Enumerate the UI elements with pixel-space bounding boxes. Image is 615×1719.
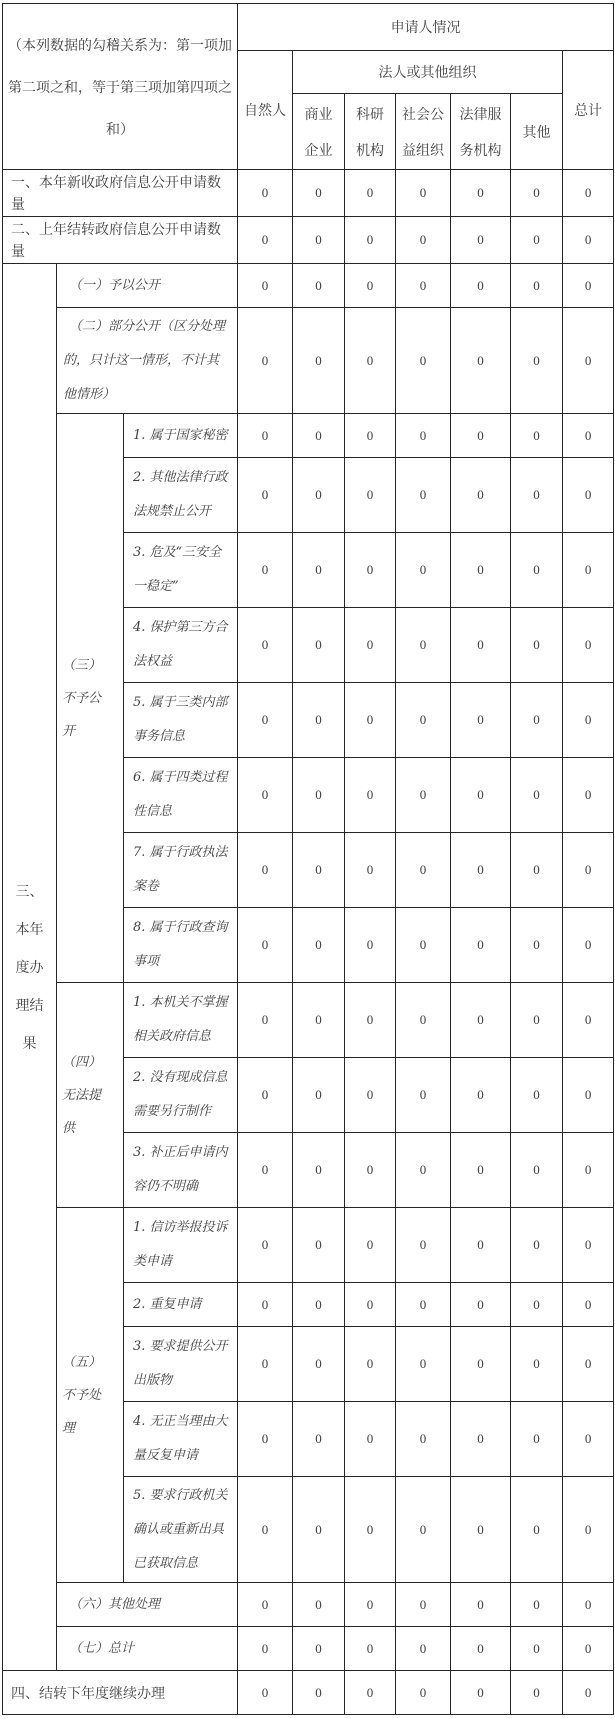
value-cell: 0	[293, 308, 345, 414]
value-cell: 0	[238, 1208, 293, 1283]
value-cell: 0	[563, 1283, 614, 1327]
value-cell: 0	[451, 1583, 511, 1627]
gov-info-request-statistics-table	[2, 3, 614, 1715]
value-cell: 0	[563, 758, 614, 833]
value-cell: 0	[396, 1402, 451, 1477]
value-cell: 0	[511, 683, 563, 758]
row-label: 3. 补正后申请内容仍不明确	[124, 1133, 238, 1208]
value-cell: 0	[451, 414, 511, 458]
value-cell: 0	[238, 264, 293, 308]
value-cell: 0	[396, 414, 451, 458]
row-label: 2. 重复申请	[124, 1283, 238, 1327]
value-cell: 0	[511, 1627, 563, 1671]
row-label: 4. 保护第三方合法权益	[124, 608, 238, 683]
value-cell: 0	[293, 608, 345, 683]
value-cell: 0	[345, 1283, 396, 1327]
value-cell: 0	[238, 1627, 293, 1671]
value-cell: 0	[238, 217, 293, 264]
value-cell: 0	[451, 683, 511, 758]
value-cell: 0	[396, 458, 451, 533]
value-cell: 0	[238, 908, 293, 983]
value-cell: 0	[345, 833, 396, 908]
value-cell: 0	[345, 983, 396, 1058]
row-label: 3. 要求提供公开出版物	[124, 1327, 238, 1402]
value-cell: 0	[563, 908, 614, 983]
row-label-partial: （二）部分公开（区分处理的，只计这一情形，不计其他情形）	[57, 308, 238, 414]
value-cell: 0	[511, 533, 563, 608]
value-cell: 0	[396, 1058, 451, 1133]
value-cell: 0	[396, 1583, 451, 1627]
row-label-other-handling: （六）其他处理	[57, 1583, 238, 1627]
value-cell: 0	[238, 533, 293, 608]
col-header-legal-service: 法律服务机构	[451, 94, 511, 170]
value-cell: 0	[451, 264, 511, 308]
value-cell: 0	[396, 983, 451, 1058]
value-cell: 0	[451, 758, 511, 833]
value-cell: 0	[293, 1583, 345, 1627]
value-cell: 0	[451, 833, 511, 908]
value-cell: 0	[396, 1627, 451, 1671]
value-cell: 0	[451, 533, 511, 608]
value-cell: 0	[396, 217, 451, 264]
value-cell: 0	[563, 1327, 614, 1402]
value-cell: 0	[563, 264, 614, 308]
value-cell: 0	[293, 533, 345, 608]
value-cell: 0	[238, 458, 293, 533]
value-cell: 0	[345, 683, 396, 758]
value-cell: 0	[563, 458, 614, 533]
value-cell: 0	[345, 1208, 396, 1283]
value-cell: 0	[345, 1402, 396, 1477]
value-cell: 0	[293, 264, 345, 308]
category-not-processed-label: （五）不予处理	[57, 1208, 124, 1583]
value-cell: 0	[238, 1583, 293, 1627]
value-cell: 0	[345, 758, 396, 833]
value-cell: 0	[345, 1327, 396, 1402]
row-label: 5. 要求行政机关确认或重新出具已获取信息	[124, 1477, 238, 1583]
value-cell: 0	[293, 170, 345, 217]
value-cell: 0	[451, 1402, 511, 1477]
value-cell: 0	[345, 458, 396, 533]
value-cell: 0	[293, 1208, 345, 1283]
table-row	[3, 308, 614, 414]
row-label: 3. 危及“三安全一稳定”	[124, 533, 238, 608]
value-cell: 0	[511, 1327, 563, 1402]
value-cell: 0	[451, 1133, 511, 1208]
col-header-natural-person: 自然人	[238, 51, 293, 170]
value-cell: 0	[238, 1058, 293, 1133]
value-cell: 0	[451, 1627, 511, 1671]
table-row	[3, 1583, 614, 1627]
row-label: 1. 本机关不掌握相关政府信息	[124, 983, 238, 1058]
value-cell: 0	[451, 983, 511, 1058]
category-refused-label: （三）不予公开	[57, 414, 124, 983]
row-label: 2. 没有现成信息需要另行制作	[124, 1058, 238, 1133]
row-label-subtotal: （七）总计	[57, 1627, 238, 1671]
value-cell: 0	[451, 1208, 511, 1283]
table-row	[3, 1671, 614, 1715]
value-cell: 0	[293, 908, 345, 983]
value-cell: 0	[396, 170, 451, 217]
row-label: 7. 属于行政执法案卷	[124, 833, 238, 908]
value-cell: 0	[396, 264, 451, 308]
value-cell: 0	[511, 1208, 563, 1283]
corner-note: （本列数据的勾稽关系为：第一项加第二项之和，等于第三项加第四项之和）	[3, 4, 238, 170]
row-label-new-received: 一、本年新收政府信息公开申请数量	[3, 170, 238, 217]
value-cell: 0	[396, 1133, 451, 1208]
value-cell: 0	[511, 758, 563, 833]
value-cell: 0	[511, 1133, 563, 1208]
col-header-business: 商业企业	[293, 94, 345, 170]
value-cell: 0	[563, 1671, 614, 1715]
value-cell: 0	[396, 1283, 451, 1327]
value-cell: 0	[451, 1671, 511, 1715]
value-cell: 0	[451, 608, 511, 683]
col-header-public-welfare: 社会公益组织	[396, 94, 451, 170]
value-cell: 0	[293, 1058, 345, 1133]
value-cell: 0	[238, 414, 293, 458]
value-cell: 0	[345, 170, 396, 217]
value-cell: 0	[345, 217, 396, 264]
value-cell: 0	[396, 608, 451, 683]
value-cell: 0	[511, 833, 563, 908]
value-cell: 0	[396, 1327, 451, 1402]
value-cell: 0	[451, 1283, 511, 1327]
value-cell: 0	[396, 683, 451, 758]
row-label: 5. 属于三类内部事务信息	[124, 683, 238, 758]
row-label: 8. 属于行政查询事项	[124, 908, 238, 983]
value-cell: 0	[451, 458, 511, 533]
value-cell: 0	[396, 758, 451, 833]
value-cell: 0	[563, 308, 614, 414]
value-cell: 0	[293, 458, 345, 533]
row-label-granted: （一）予以公开	[57, 264, 238, 308]
value-cell: 0	[451, 217, 511, 264]
value-cell: 0	[293, 1627, 345, 1671]
value-cell: 0	[511, 983, 563, 1058]
value-cell: 0	[293, 1477, 345, 1583]
row-label-next-year: 四、结转下年度继续办理	[3, 1671, 238, 1715]
header-row-1	[3, 4, 614, 51]
value-cell: 0	[238, 758, 293, 833]
category-unable-label: （四）无法提供	[57, 983, 124, 1208]
value-cell: 0	[563, 217, 614, 264]
value-cell: 0	[396, 308, 451, 414]
value-cell: 0	[451, 308, 511, 414]
value-cell: 0	[563, 533, 614, 608]
value-cell: 0	[293, 833, 345, 908]
value-cell: 0	[511, 1058, 563, 1133]
value-cell: 0	[293, 414, 345, 458]
value-cell: 0	[238, 1671, 293, 1715]
value-cell: 0	[563, 833, 614, 908]
table-row	[3, 170, 614, 217]
value-cell: 0	[238, 983, 293, 1058]
value-cell: 0	[345, 264, 396, 308]
value-cell: 0	[511, 608, 563, 683]
value-cell: 0	[345, 1671, 396, 1715]
value-cell: 0	[451, 170, 511, 217]
table-row	[3, 264, 614, 308]
value-cell: 0	[293, 683, 345, 758]
value-cell: 0	[451, 1058, 511, 1133]
value-cell: 0	[563, 1583, 614, 1627]
row-label: 2. 其他法律行政法规禁止公开	[124, 458, 238, 533]
value-cell: 0	[563, 1477, 614, 1583]
value-cell: 0	[238, 308, 293, 414]
value-cell: 0	[345, 1627, 396, 1671]
value-cell: 0	[511, 1283, 563, 1327]
value-cell: 0	[511, 1671, 563, 1715]
value-cell: 0	[511, 414, 563, 458]
value-cell: 0	[345, 533, 396, 608]
value-cell: 0	[345, 308, 396, 414]
value-cell: 0	[238, 833, 293, 908]
table-row	[3, 1627, 614, 1671]
value-cell: 0	[345, 608, 396, 683]
value-cell: 0	[238, 1283, 293, 1327]
value-cell: 0	[345, 414, 396, 458]
value-cell: 0	[511, 264, 563, 308]
value-cell: 0	[563, 983, 614, 1058]
value-cell: 0	[563, 1402, 614, 1477]
col-header-applicant: 申请人情况	[238, 4, 614, 51]
row-label: 1. 属于国家秘密	[124, 414, 238, 458]
row-label: 6. 属于四类过程性信息	[124, 758, 238, 833]
value-cell: 0	[511, 308, 563, 414]
value-cell: 0	[238, 1477, 293, 1583]
value-cell: 0	[511, 1402, 563, 1477]
value-cell: 0	[238, 1402, 293, 1477]
value-cell: 0	[563, 683, 614, 758]
value-cell: 0	[345, 1583, 396, 1627]
value-cell: 0	[293, 1402, 345, 1477]
row-label-carried-over: 二、上年结转政府信息公开申请数量	[3, 217, 238, 264]
value-cell: 0	[396, 833, 451, 908]
value-cell: 0	[345, 1133, 396, 1208]
value-cell: 0	[293, 1283, 345, 1327]
value-cell: 0	[293, 1327, 345, 1402]
value-cell: 0	[345, 908, 396, 983]
value-cell: 0	[511, 217, 563, 264]
value-cell: 0	[563, 1058, 614, 1133]
table-row	[3, 983, 614, 1058]
col-header-research: 科研机构	[345, 94, 396, 170]
value-cell: 0	[238, 1327, 293, 1402]
value-cell: 0	[451, 1327, 511, 1402]
table-row	[3, 1208, 614, 1283]
row-label: 4. 无正当理由大量反复申请	[124, 1402, 238, 1477]
value-cell: 0	[293, 758, 345, 833]
value-cell: 0	[396, 533, 451, 608]
value-cell: 0	[511, 908, 563, 983]
value-cell: 0	[511, 458, 563, 533]
col-header-other: 其他	[511, 94, 563, 170]
value-cell: 0	[293, 1133, 345, 1208]
value-cell: 0	[396, 1208, 451, 1283]
value-cell: 0	[511, 1477, 563, 1583]
value-cell: 0	[563, 1627, 614, 1671]
table-row	[3, 414, 614, 458]
value-cell: 0	[238, 1133, 293, 1208]
value-cell: 0	[238, 608, 293, 683]
value-cell: 0	[238, 170, 293, 217]
col-header-legal-org: 法人或其他组织	[293, 51, 563, 94]
value-cell: 0	[396, 908, 451, 983]
value-cell: 0	[563, 1208, 614, 1283]
value-cell: 0	[293, 983, 345, 1058]
value-cell: 0	[511, 170, 563, 217]
row-label: 1. 信访举报投诉类申请	[124, 1208, 238, 1283]
value-cell: 0	[563, 170, 614, 217]
value-cell: 0	[293, 217, 345, 264]
table-row	[3, 217, 614, 264]
col-header-total: 总计	[563, 51, 614, 170]
value-cell: 0	[563, 608, 614, 683]
section-results-label: 三、本年度办理结果	[3, 264, 57, 1671]
value-cell: 0	[293, 1671, 345, 1715]
value-cell: 0	[563, 414, 614, 458]
value-cell: 0	[396, 1671, 451, 1715]
value-cell: 0	[563, 1133, 614, 1208]
value-cell: 0	[396, 1477, 451, 1583]
value-cell: 0	[451, 908, 511, 983]
value-cell: 0	[345, 1058, 396, 1133]
value-cell: 0	[511, 1583, 563, 1627]
value-cell: 0	[451, 1477, 511, 1583]
value-cell: 0	[345, 1477, 396, 1583]
value-cell: 0	[238, 683, 293, 758]
